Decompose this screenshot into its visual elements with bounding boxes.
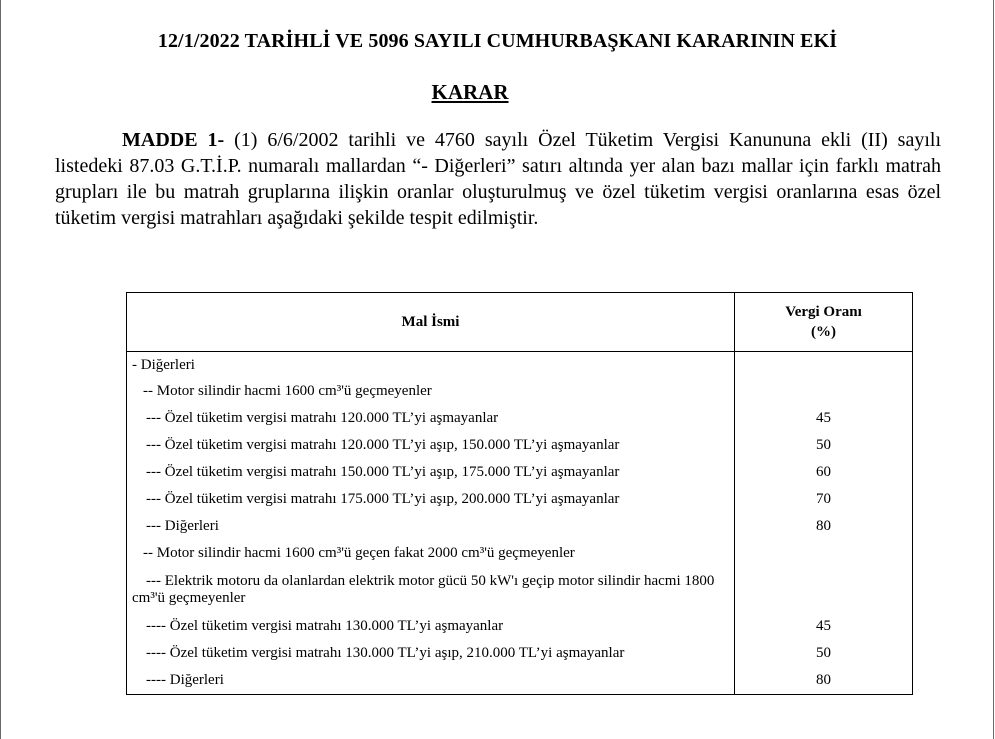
article-paragraph <box>55 127 941 231</box>
row-rate: 80 <box>735 667 913 695</box>
table-header-row <box>127 293 913 352</box>
row-name: --- Diğerleri <box>127 513 735 540</box>
column-header-mal-ismi: Mal İsmi <box>127 293 735 352</box>
row-name: -- Motor silindir hacmi 1600 cm³'ü geçen fakat 2000 cm³'ü geçmeyenler <box>127 540 735 567</box>
column-header-vergi-orani <box>735 293 913 352</box>
rate-header-line1: Vergi Oranı <box>785 304 862 320</box>
table-row <box>127 567 913 613</box>
table-row <box>127 405 913 432</box>
tax-rate-table <box>126 292 913 695</box>
row-rate <box>735 352 913 379</box>
row-name: --- Elektrik motoru da olanlardan elektrik motor gücü 50 kW'ı geçip motor silindir hacmi 1800 cm³'ü geçmeyenler <box>127 567 735 613</box>
row-rate: 45 <box>735 613 913 640</box>
row-rate <box>735 540 913 567</box>
row-rate: 50 <box>735 432 913 459</box>
table-row <box>127 667 913 695</box>
page-right-border <box>993 0 994 739</box>
document-heading: 12/1/2022 TARİHLİ VE 5096 SAYILI CUMHURBAŞKANI KARARININ EKİ <box>157 30 838 52</box>
row-name: --- Özel tüketim vergisi matrahı 120.000 TL’yi aşıp, 150.000 TL’yi aşmayanlar <box>127 432 735 459</box>
row-rate: 70 <box>735 486 913 513</box>
row-name: - Diğerleri <box>127 352 735 379</box>
karar-title: KARAR <box>431 80 509 104</box>
row-name: ---- Diğerleri <box>127 667 735 695</box>
table-row <box>127 513 913 540</box>
row-name: ---- Özel tüketim vergisi matrahı 130.000 TL’yi aşmayanlar <box>127 613 735 640</box>
row-rate <box>735 567 913 613</box>
row-rate: 45 <box>735 405 913 432</box>
table-row <box>127 486 913 513</box>
rate-header-line2: (%) <box>811 324 836 340</box>
table-row <box>127 432 913 459</box>
row-name: --- Özel tüketim vergisi matrahı 175.000 TL’yi aşıp, 200.000 TL’yi aşmayanlar <box>127 486 735 513</box>
row-rate: 80 <box>735 513 913 540</box>
article-label: MADDE 1- <box>122 129 225 151</box>
row-rate: 60 <box>735 459 913 486</box>
table-row <box>127 540 913 567</box>
table-row <box>127 352 913 379</box>
row-rate <box>735 378 913 405</box>
row-name: ---- Özel tüketim vergisi matrahı 130.000 TL’yi aşıp, 210.000 TL’yi aşmayanlar <box>127 640 735 667</box>
table-row <box>127 613 913 640</box>
row-name: --- Özel tüketim vergisi matrahı 150.000 TL’yi aşıp, 175.000 TL’yi aşmayanlar <box>127 459 735 486</box>
row-name: -- Motor silindir hacmi 1600 cm³'ü geçmeyenler <box>127 378 735 405</box>
table-row <box>127 378 913 405</box>
article-text: (1) 6/6/2002 tarihli ve 4760 sayılı Özel Tüketim Vergisi Kanununa ekli (II) sayılı listedeki 87.03 G.T.İ.P. numaralı mallardan “- Diğerleri” satırı altında yer alan bazı mallar için farklı matrah grupları ile bu matrah gruplarına ilişkin oranlar oluşturulmuş ve özel tüketim vergisi oranlarına esas özel tüketim vergisi matrahları aşağıdaki şekilde tespit edilmiştir. <box>55 129 941 229</box>
row-rate: 50 <box>735 640 913 667</box>
row-name: --- Özel tüketim vergisi matrahı 120.000 TL’yi aşmayanlar <box>127 405 735 432</box>
table-row <box>127 459 913 486</box>
table-row <box>127 640 913 667</box>
page-left-border <box>0 0 1 739</box>
